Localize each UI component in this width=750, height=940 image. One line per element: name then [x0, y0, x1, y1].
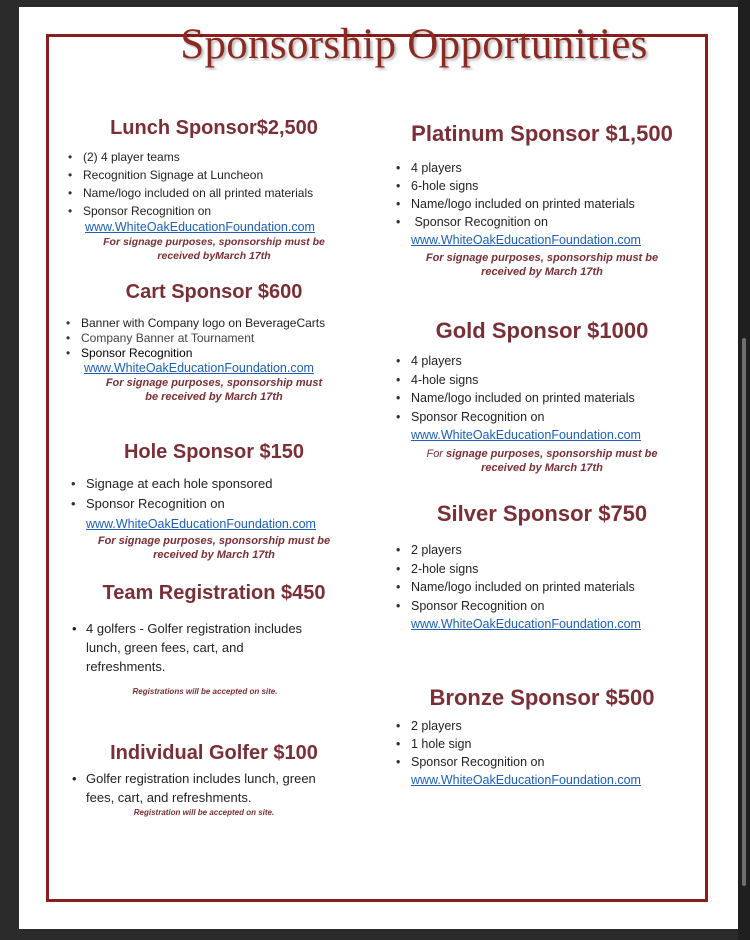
list-item: • 4 players: [395, 352, 702, 371]
note-line: [382, 447, 702, 461]
list-item: • 2 players: [395, 541, 702, 560]
team-registration-note: Registrations will be accepted on site.: [132, 687, 278, 696]
scrollbar-thumb[interactable]: [742, 338, 746, 886]
platinum-sponsor-link[interactable]: www.WhiteOakEducationFoundation.com: [411, 233, 641, 247]
note-prefix: For: [426, 448, 447, 460]
gold-sponsor-section: [382, 318, 702, 475]
detail-line: Golfer registration includes lunch, green: [86, 771, 316, 786]
gold-sponsor-link[interactable]: www.WhiteOakEducationFoundation.com: [411, 428, 641, 442]
silver-sponsor-heading: Silver Sponsor $750: [436, 501, 648, 526]
platinum-sponsor-list: [395, 159, 702, 231]
detail-line: fees, cart, and refreshments.: [86, 790, 252, 805]
page-title-text: Sponsorship Opportunities: [180, 21, 648, 68]
detail-line: lunch, green fees, cart, and: [86, 640, 244, 655]
list-item: • 4-hole signs: [395, 371, 702, 390]
hole-sponsor-heading: Hole Sponsor $150: [123, 441, 305, 463]
platinum-sponsor-heading: Platinum Sponsor $1,500: [411, 121, 673, 146]
list-item: • Sponsor Recognition on: [70, 494, 369, 514]
silver-sponsor-list: [395, 541, 702, 615]
list-item: • Company Banner at Tournament: [65, 331, 369, 346]
bronze-sponsor-heading: Bronze Sponsor $500: [429, 685, 655, 710]
list-item: • (2) 4 player teams: [67, 148, 369, 166]
silver-sponsor-link[interactable]: www.WhiteOakEducationFoundation.com: [411, 617, 641, 631]
gold-sponsor-heading: Gold Sponsor $1000: [435, 318, 649, 343]
bullet-icon: •: [72, 771, 77, 786]
hole-sponsor-section: [59, 441, 369, 562]
platinum-sponsor-section: [382, 121, 702, 279]
page-title: [19, 20, 719, 69]
gold-sponsor-list: [395, 352, 702, 426]
cart-sponsor-heading: Cart Sponsor $600: [125, 281, 303, 303]
note-text: signage purposes, sponsorship must be: [446, 448, 658, 460]
list-item: • Sponsor Recognition: [65, 346, 369, 361]
list-item: • 2-hole signs: [395, 560, 702, 579]
note-line: received by March 17th: [153, 549, 275, 561]
list-item: • 4 players: [395, 159, 702, 177]
note-line: For signage purposes, sponsorship must be: [425, 252, 659, 264]
list-item: • 2 players: [395, 717, 702, 735]
list-item: • Banner with Company logo on BeverageCarts: [65, 316, 369, 331]
note-line: For signage purposes, sponsorship must: [105, 377, 323, 389]
gold-sponsor-note: [382, 447, 702, 475]
individual-golfer-details: [71, 769, 369, 807]
note-line: received by March 17th: [481, 266, 603, 278]
list-item: • Signage at each hole sponsored: [70, 474, 369, 494]
lunch-sponsor-note: [59, 235, 369, 263]
lunch-sponsor-section: [59, 117, 369, 263]
document-page: [19, 7, 738, 929]
individual-golfer-section: [59, 742, 369, 817]
list-item: • 1 hole sign: [395, 735, 702, 753]
list-item: • Name/logo included on printed materials: [395, 389, 702, 408]
list-item: • Name/logo included on printed materials: [395, 195, 702, 213]
platinum-sponsor-note: [382, 251, 702, 279]
cart-sponsor-list: [65, 316, 369, 361]
bronze-sponsor-section: [382, 685, 702, 789]
list-item: • Sponsor Recognition on: [395, 408, 702, 427]
list-item: • Sponsor Recognition on: [67, 202, 369, 220]
list-item: • Sponsor Recognition on: [395, 597, 702, 616]
hole-sponsor-note: [59, 534, 369, 562]
list-item: • Recognition Signage at Luncheon: [67, 166, 369, 184]
individual-golfer-heading: Individual Golfer $100: [110, 742, 318, 764]
bullet-icon: •: [72, 621, 77, 636]
lunch-sponsor-link[interactable]: www.WhiteOakEducationFoundation.com: [85, 220, 315, 234]
silver-sponsor-section: [382, 501, 702, 633]
hole-sponsor-list: [70, 474, 369, 514]
note-line: For signage purposes, sponsorship must be: [97, 535, 331, 547]
lunch-sponsor-list: [67, 148, 369, 220]
note-line: received by March 17th: [481, 462, 603, 474]
cart-sponsor-link[interactable]: www.WhiteOakEducationFoundation.com: [84, 361, 314, 375]
individual-golfer-note: Registration will be accepted on site.: [133, 808, 275, 817]
bronze-sponsor-list: [395, 717, 702, 771]
team-registration-details: [71, 619, 369, 676]
list-item: • Name/logo included on all printed materials: [67, 184, 369, 202]
cart-sponsor-section: [59, 281, 369, 404]
note-line: For signage purposes, sponsorship must be: [103, 236, 325, 248]
lunch-sponsor-heading: Lunch Sponsor$2,500: [110, 117, 318, 139]
list-item: • Sponsor Recognition on: [395, 213, 702, 231]
note-line: be received by March 17th: [145, 391, 283, 403]
note-line: received byMarch 17th: [157, 250, 271, 262]
team-registration-heading: Team Registration $450: [102, 582, 326, 604]
detail-line: 4 golfers - Golfer registration includes: [86, 621, 303, 636]
cart-sponsor-note: [59, 376, 369, 404]
list-item: • Sponsor Recognition on: [395, 753, 702, 771]
detail-line: refreshments.: [86, 659, 166, 674]
bronze-sponsor-link[interactable]: www.WhiteOakEducationFoundation.com: [411, 773, 641, 787]
team-registration-section: [59, 582, 369, 696]
list-item: • 6-hole signs: [395, 177, 702, 195]
hole-sponsor-link[interactable]: www.WhiteOakEducationFoundation.com: [86, 517, 316, 531]
list-item: • Name/logo included on printed materials: [395, 578, 702, 597]
